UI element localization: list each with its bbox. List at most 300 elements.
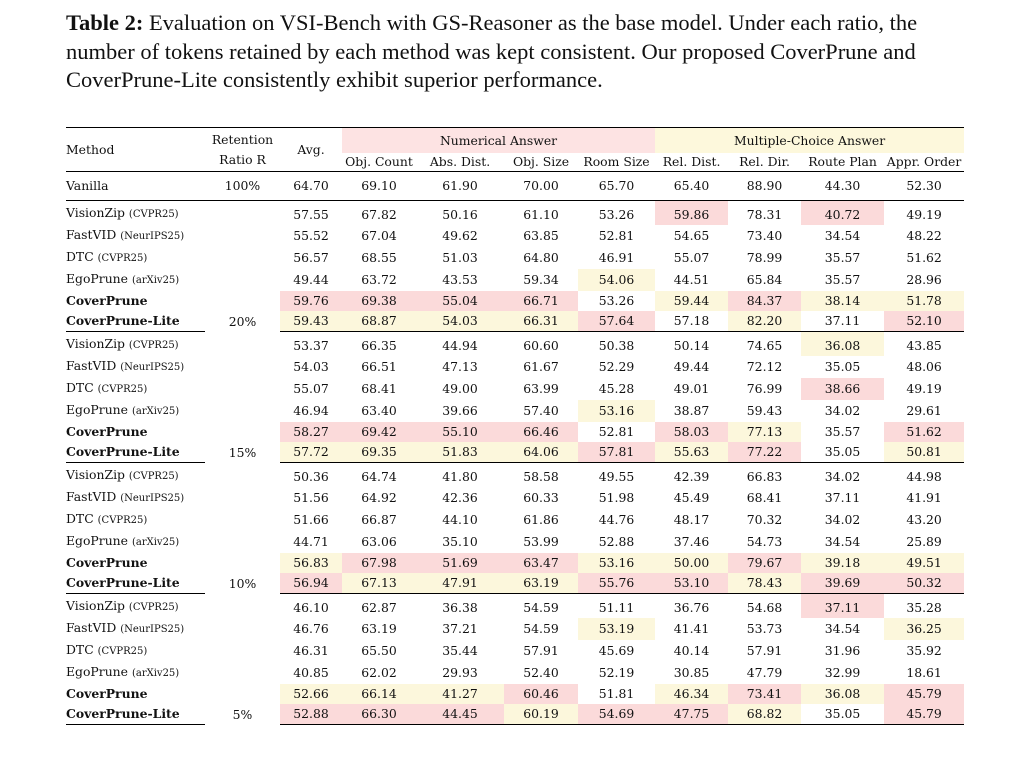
- value-cell-route-plan: 35.05: [801, 442, 884, 463]
- value-cell-appr-order: 50.81: [884, 442, 964, 463]
- value-cell-route-plan: 39.69: [801, 573, 884, 594]
- method-venue: (CVPR25): [97, 515, 148, 526]
- results-table: [66, 127, 964, 725]
- value-cell-route-plan: 35.05: [824, 359, 861, 374]
- method-cell: [66, 225, 205, 247]
- value-cell-rel-dir: 78.99: [746, 250, 783, 265]
- value-cell-route-plan: 37.11: [801, 311, 884, 332]
- value-cell-obj-count: 68.87: [342, 311, 416, 332]
- value-cell-rel-dist: 59.86: [655, 201, 728, 226]
- value-cell-abs-dist: 50.16: [442, 207, 478, 222]
- value-cell-rel-dir: 74.65: [746, 338, 783, 353]
- value-cell-rel-dir: 66.83: [746, 469, 783, 484]
- value-cell-obj-count: 65.50: [361, 643, 397, 658]
- method-name: DTC: [66, 642, 94, 657]
- value-cell-obj-count: 67.98: [342, 553, 416, 573]
- value-cell-obj-count: 62.87: [361, 600, 397, 615]
- value-cell-room-size: 51.81: [598, 686, 635, 701]
- value-cell-rel-dir: 78.31: [746, 207, 783, 222]
- value-cell-rel-dist: 57.18: [655, 311, 728, 332]
- value-cell-route-plan: 35.57: [824, 424, 861, 439]
- value-cell-room-size: 52.19: [598, 665, 635, 680]
- value-cell-room-size: 46.91: [598, 250, 635, 265]
- value-cell-abs-dist: 47.91: [416, 573, 504, 594]
- method-venue: (CVPR25): [128, 471, 179, 482]
- value-cell-abs-dist: 41.80: [442, 469, 478, 484]
- method-cell: [66, 618, 205, 640]
- value-cell-room-size: 53.26: [598, 207, 635, 222]
- value-cell-avg: 46.31: [293, 643, 329, 658]
- method-name: EgoPrune: [66, 271, 128, 286]
- method-cell: [66, 463, 205, 488]
- method-cell: [66, 684, 205, 704]
- value-cell-rel-dir: 59.43: [746, 403, 783, 418]
- method-venue: (NeurIPS25): [120, 231, 185, 242]
- value-cell-rel-dist: 41.41: [673, 621, 710, 636]
- table-row: [66, 704, 964, 725]
- value-cell-obj-size: 61.10: [523, 207, 559, 222]
- method-venue: (CVPR25): [128, 602, 179, 613]
- method-cell: [66, 531, 205, 553]
- value-cell-abs-dist: 55.10: [416, 422, 504, 442]
- table-row: [66, 311, 964, 332]
- value-cell-rel-dist: 50.00: [655, 553, 728, 573]
- value-cell-avg: 51.56: [293, 490, 329, 505]
- value-cell-abs-dist: 39.66: [442, 403, 478, 418]
- value-cell-rel-dist: 46.34: [655, 684, 728, 704]
- value-cell-room-size: 53.26: [598, 293, 635, 308]
- value-cell-obj-count: 67.04: [361, 228, 397, 243]
- method-venue: (CVPR25): [97, 646, 148, 657]
- value-cell-rel-dir: 76.99: [746, 381, 783, 396]
- method-cell: [66, 594, 205, 619]
- value-cell-avg: 52.66: [280, 684, 342, 704]
- value-cell-appr-order: 41.91: [906, 490, 942, 505]
- header-col-obj-count: Obj. Count: [345, 154, 413, 169]
- value-cell-rel-dist: 53.10: [655, 573, 728, 594]
- value-cell-obj-size: 60.19: [504, 704, 578, 725]
- value-cell-appr-order: 51.62: [906, 250, 942, 265]
- value-cell-room-size: 45.69: [598, 643, 635, 658]
- caption-text: Evaluation on VSI-Bench with GS-Reasoner as the base model. Under each ratio, the number of tokens retained by each method was kept consistent. Our proposed CoverPrune and CoverPrune-Lite consistently exhibit superior performance.: [66, 10, 918, 92]
- value-cell-room-size: 52.81: [598, 228, 635, 243]
- value-cell-obj-count: 69.42: [342, 422, 416, 442]
- value-cell-appr-order: 52.10: [884, 311, 964, 332]
- value-cell-avg: 59.43: [280, 311, 342, 332]
- value-cell-room-size: 50.38: [598, 338, 635, 353]
- method-cell: [66, 291, 205, 311]
- retention-ratio-cell: 15%: [228, 444, 257, 460]
- method-venue: (arXiv25): [131, 275, 180, 286]
- value-cell-avg: 52.88: [280, 704, 342, 725]
- value-cell-route-plan: 40.72: [801, 201, 884, 226]
- value-cell-avg: 56.57: [293, 250, 329, 265]
- value-cell-obj-size: 57.91: [523, 643, 559, 658]
- value-cell-route-plan: 32.99: [824, 665, 861, 680]
- method-cell: [66, 356, 205, 378]
- method-name: CoverPrune: [66, 555, 148, 570]
- value-cell-obj-size: 53.99: [523, 534, 559, 549]
- method-venue: (CVPR25): [128, 209, 179, 220]
- header-col-rel-dir: Rel. Dir.: [739, 154, 790, 169]
- value-cell-rel-dist: 59.44: [655, 291, 728, 311]
- value-cell-abs-dist: 29.93: [442, 665, 478, 680]
- value-cell-rel-dir: 68.41: [746, 490, 783, 505]
- value-cell-route-plan: 34.54: [824, 228, 861, 243]
- table-row: [66, 553, 964, 573]
- method-name: DTC: [66, 511, 94, 526]
- method-name: CoverPrune-Lite: [66, 706, 180, 721]
- value-cell-room-size: 53.16: [578, 553, 655, 573]
- header-retention-ratio-text: Ratio R: [219, 151, 266, 167]
- value-cell-rel-dir: 54.73: [746, 534, 783, 549]
- table-row: [66, 400, 964, 422]
- value-cell-obj-count: 68.55: [361, 250, 397, 265]
- value-cell-avg: 40.85: [293, 665, 329, 680]
- value-cell-room-size: 52.29: [598, 359, 635, 374]
- value-cell-route-plan: 34.54: [824, 621, 861, 636]
- table-row: [66, 662, 964, 684]
- vanilla-appr-order: 52.30: [906, 178, 942, 193]
- method-cell: [66, 201, 205, 226]
- method-venue: (arXiv25): [131, 537, 180, 548]
- vanilla-obj-size: 70.00: [523, 178, 559, 193]
- method-name: CoverPrune: [66, 686, 148, 701]
- value-cell-room-size: 45.28: [598, 381, 635, 396]
- vanilla-ratio: 100%: [224, 178, 261, 193]
- value-cell-avg: 59.76: [280, 291, 342, 311]
- value-cell-obj-size: 60.33: [523, 490, 559, 505]
- value-cell-avg: 58.27: [280, 422, 342, 442]
- value-cell-route-plan: 34.54: [824, 534, 861, 549]
- method-name: CoverPrune: [66, 293, 148, 308]
- table-row: [66, 594, 964, 619]
- value-cell-obj-size: 61.67: [523, 359, 559, 374]
- value-cell-obj-size: 63.19: [504, 573, 578, 594]
- table-row: [66, 531, 964, 553]
- table-row: [66, 618, 964, 640]
- value-cell-obj-size: 52.40: [523, 665, 559, 680]
- value-cell-rel-dist: 44.51: [673, 272, 710, 287]
- value-cell-avg: 53.37: [293, 338, 329, 353]
- value-cell-obj-size: 60.60: [523, 338, 559, 353]
- table-row: [66, 422, 964, 442]
- method-name: VisionZip: [66, 336, 125, 351]
- value-cell-rel-dir: 78.43: [728, 573, 801, 594]
- value-cell-obj-count: 62.02: [361, 665, 397, 680]
- method-venue: (NeurIPS25): [120, 624, 185, 635]
- method-venue: (CVPR25): [97, 384, 148, 395]
- table-row: [66, 247, 964, 269]
- value-cell-abs-dist: 55.04: [416, 291, 504, 311]
- header-avg: Avg.: [297, 141, 325, 157]
- header-col-rel-dist: Rel. Dist.: [662, 154, 721, 169]
- value-cell-avg: 57.72: [280, 442, 342, 463]
- value-cell-rel-dist: 55.07: [673, 250, 710, 265]
- header-retention-line2: [205, 150, 280, 170]
- vanilla-rel-dist: 65.40: [673, 178, 710, 193]
- value-cell-route-plan: 34.02: [824, 469, 861, 484]
- value-cell-abs-dist: 51.83: [416, 442, 504, 463]
- value-cell-route-plan: 37.11: [801, 594, 884, 619]
- value-cell-route-plan: 36.08: [801, 332, 884, 357]
- method-cell: [66, 704, 205, 725]
- value-cell-obj-size: 57.40: [523, 403, 559, 418]
- value-cell-obj-count: 69.35: [342, 442, 416, 463]
- value-cell-appr-order: 36.25: [884, 618, 964, 640]
- value-cell-obj-count: 63.19: [361, 621, 397, 636]
- table-row: [66, 332, 964, 357]
- value-cell-obj-size: 54.59: [523, 600, 559, 615]
- header-group-multiple-choice: Multiple-Choice Answer: [655, 128, 964, 154]
- value-cell-abs-dist: 44.45: [416, 704, 504, 725]
- header-row-groups: [66, 128, 964, 154]
- method-cell: [66, 553, 205, 573]
- value-cell-obj-size: 63.99: [523, 381, 559, 396]
- value-cell-appr-order: 43.20: [906, 512, 942, 527]
- value-cell-obj-count: 67.13: [342, 573, 416, 594]
- value-cell-rel-dir: 72.12: [746, 359, 783, 374]
- value-cell-rel-dir: 77.22: [728, 442, 801, 463]
- method-name: CoverPrune-Lite: [66, 575, 180, 590]
- ratio-group: [66, 594, 964, 725]
- value-cell-route-plan: 36.08: [801, 684, 884, 704]
- vanilla-abs-dist: 61.90: [442, 178, 478, 193]
- method-name: FastVID: [66, 489, 117, 504]
- method-name: VisionZip: [66, 205, 125, 220]
- header-retention-line1: Retention: [211, 131, 274, 147]
- method-venue: (NeurIPS25): [120, 493, 185, 504]
- ratio-group: [66, 332, 964, 463]
- retention-ratio-cell: 5%: [232, 706, 253, 722]
- retention-ratio-cell: 20%: [228, 313, 257, 329]
- header-col-obj-size: Obj. Size: [512, 154, 570, 169]
- value-cell-route-plan: 35.57: [824, 250, 861, 265]
- value-cell-obj-count: 69.38: [342, 291, 416, 311]
- table-row: [66, 378, 964, 400]
- value-cell-obj-size: 59.34: [523, 272, 559, 287]
- method-cell: [66, 442, 205, 463]
- value-cell-abs-dist: 47.13: [442, 359, 478, 374]
- value-cell-rel-dist: 45.49: [673, 490, 710, 505]
- value-cell-obj-count: 63.40: [361, 403, 397, 418]
- value-cell-rel-dist: 38.87: [673, 403, 710, 418]
- value-cell-rel-dist: 37.46: [673, 534, 710, 549]
- value-cell-abs-dist: 51.69: [416, 553, 504, 573]
- value-cell-avg: 50.36: [293, 469, 329, 484]
- value-cell-obj-count: 63.72: [361, 272, 397, 287]
- value-cell-abs-dist: 35.10: [442, 534, 478, 549]
- value-cell-avg: 54.03: [293, 359, 329, 374]
- value-cell-appr-order: 51.62: [884, 422, 964, 442]
- value-cell-rel-dist: 48.17: [673, 512, 710, 527]
- vanilla-room-size: 65.70: [598, 178, 635, 193]
- caption-label: Table 2:: [66, 10, 144, 35]
- value-cell-room-size: 51.98: [598, 490, 635, 505]
- method-name: EgoPrune: [66, 402, 128, 417]
- table-row: [66, 225, 964, 247]
- method-name: EgoPrune: [66, 533, 128, 548]
- header-retention: [205, 128, 280, 172]
- value-cell-rel-dir: 53.73: [746, 621, 783, 636]
- method-name: EgoPrune: [66, 664, 128, 679]
- value-cell-rel-dir: 82.20: [728, 311, 801, 332]
- table-row: [66, 487, 964, 509]
- value-cell-abs-dist: 42.36: [442, 490, 478, 505]
- value-cell-rel-dist: 36.76: [673, 600, 710, 615]
- value-cell-route-plan: 34.02: [824, 512, 861, 527]
- value-cell-obj-size: 64.06: [504, 442, 578, 463]
- value-cell-avg: 46.94: [293, 403, 329, 418]
- value-cell-appr-order: 45.79: [884, 704, 964, 725]
- value-cell-appr-order: 48.06: [906, 359, 942, 374]
- value-cell-route-plan: 37.11: [824, 490, 861, 505]
- value-cell-abs-dist: 36.38: [442, 600, 478, 615]
- value-cell-obj-size: 66.71: [504, 291, 578, 311]
- value-cell-appr-order: 28.96: [906, 272, 942, 287]
- value-cell-room-size: 54.69: [578, 704, 655, 725]
- value-cell-appr-order: 51.78: [884, 291, 964, 311]
- method-venue: (NeurIPS25): [120, 362, 185, 373]
- method-cell: [66, 247, 205, 269]
- value-cell-avg: 46.76: [293, 621, 329, 636]
- vanilla-method: Vanilla: [66, 178, 109, 193]
- value-cell-abs-dist: 43.53: [442, 272, 478, 287]
- value-cell-obj-size: 64.80: [523, 250, 559, 265]
- value-cell-obj-count: 66.30: [342, 704, 416, 725]
- ratio-group: [66, 201, 964, 332]
- value-cell-obj-count: 67.82: [361, 207, 397, 222]
- value-cell-obj-count: 66.87: [361, 512, 397, 527]
- method-name: CoverPrune-Lite: [66, 313, 180, 328]
- value-cell-room-size: 51.11: [598, 600, 635, 615]
- value-cell-room-size: 53.19: [578, 618, 655, 640]
- value-cell-rel-dir: 79.67: [728, 553, 801, 573]
- method-cell: [66, 400, 205, 422]
- value-cell-appr-order: 25.89: [906, 534, 942, 549]
- value-cell-obj-size: 66.31: [504, 311, 578, 332]
- method-cell: [66, 311, 205, 332]
- value-cell-rel-dist: 49.44: [673, 359, 710, 374]
- value-cell-rel-dist: 42.39: [673, 469, 710, 484]
- value-cell-appr-order: 18.61: [906, 665, 942, 680]
- value-cell-abs-dist: 49.62: [442, 228, 478, 243]
- value-cell-appr-order: 35.92: [906, 643, 942, 658]
- vanilla-route-plan: 44.30: [824, 178, 861, 193]
- value-cell-route-plan: 39.18: [801, 553, 884, 573]
- value-cell-rel-dir: 68.82: [728, 704, 801, 725]
- value-cell-avg: 46.10: [293, 600, 329, 615]
- value-cell-rel-dist: 40.14: [673, 643, 710, 658]
- value-cell-abs-dist: 41.27: [416, 684, 504, 704]
- value-cell-room-size: 44.76: [598, 512, 635, 527]
- value-cell-rel-dir: 70.32: [746, 512, 783, 527]
- value-cell-obj-size: 60.46: [504, 684, 578, 704]
- method-venue: (CVPR25): [97, 253, 148, 264]
- value-cell-avg: 51.66: [293, 512, 329, 527]
- table-row: [66, 269, 964, 291]
- value-cell-obj-size: 61.86: [523, 512, 559, 527]
- value-cell-avg: 57.55: [293, 207, 329, 222]
- value-cell-obj-count: 64.92: [361, 490, 397, 505]
- value-cell-appr-order: 45.79: [884, 684, 964, 704]
- header-col-room-size: Room Size: [583, 154, 650, 169]
- method-name: CoverPrune-Lite: [66, 444, 180, 459]
- header-method: Method: [66, 141, 115, 157]
- value-cell-route-plan: 38.14: [801, 291, 884, 311]
- table-header: [66, 128, 964, 201]
- table-row: [66, 463, 964, 488]
- method-name: FastVID: [66, 227, 117, 242]
- vanilla-avg: 64.70: [293, 178, 329, 193]
- value-cell-abs-dist: 35.44: [442, 643, 478, 658]
- value-cell-obj-count: 68.41: [361, 381, 397, 396]
- value-cell-rel-dir: 73.40: [746, 228, 783, 243]
- value-cell-rel-dir: 47.79: [746, 665, 783, 680]
- value-cell-appr-order: 49.19: [906, 207, 942, 222]
- ratio-group: [66, 463, 964, 594]
- method-venue: (CVPR25): [128, 340, 179, 351]
- method-cell: [66, 269, 205, 291]
- value-cell-avg: 56.83: [280, 553, 342, 573]
- table-row: [66, 291, 964, 311]
- value-cell-rel-dir: 84.37: [728, 291, 801, 311]
- value-cell-appr-order: 44.98: [906, 469, 942, 484]
- header-col-appr-order: Appr. Order: [886, 154, 962, 169]
- value-cell-obj-count: 66.35: [361, 338, 397, 353]
- value-cell-obj-size: 54.59: [523, 621, 559, 636]
- value-cell-rel-dist: 58.03: [655, 422, 728, 442]
- value-cell-abs-dist: 37.21: [442, 621, 478, 636]
- value-cell-appr-order: 29.61: [906, 403, 942, 418]
- value-cell-route-plan: 35.05: [801, 704, 884, 725]
- value-cell-appr-order: 43.85: [906, 338, 942, 353]
- value-cell-route-plan: 31.96: [824, 643, 861, 658]
- value-cell-room-size: 52.88: [598, 534, 635, 549]
- method-name: FastVID: [66, 358, 117, 373]
- value-cell-obj-size: 63.47: [504, 553, 578, 573]
- method-name: VisionZip: [66, 598, 125, 613]
- value-cell-avg: 44.71: [293, 534, 329, 549]
- value-cell-room-size: 52.81: [598, 424, 635, 439]
- value-cell-rel-dist: 47.75: [655, 704, 728, 725]
- method-name: VisionZip: [66, 467, 125, 482]
- value-cell-rel-dist: 50.14: [673, 338, 710, 353]
- value-cell-rel-dist: 54.65: [673, 228, 710, 243]
- table-row: [66, 201, 964, 226]
- value-cell-appr-order: 49.19: [906, 381, 942, 396]
- table-caption: [66, 9, 966, 95]
- value-cell-room-size: 57.64: [578, 311, 655, 332]
- method-cell: [66, 662, 205, 684]
- method-name: DTC: [66, 380, 94, 395]
- value-cell-room-size: 57.81: [578, 442, 655, 463]
- method-cell: [66, 378, 205, 400]
- retention-ratio-cell: 10%: [228, 575, 257, 591]
- value-cell-room-size: 55.76: [578, 573, 655, 594]
- value-cell-abs-dist: 54.03: [416, 311, 504, 332]
- header-col-abs-dist: Abs. Dist.: [429, 154, 491, 169]
- value-cell-rel-dir: 57.91: [746, 643, 783, 658]
- value-cell-rel-dist: 49.01: [673, 381, 710, 396]
- value-cell-obj-size: 58.58: [523, 469, 559, 484]
- method-name: FastVID: [66, 620, 117, 635]
- table-row: [66, 684, 964, 704]
- method-cell: [66, 422, 205, 442]
- value-cell-rel-dir: 65.84: [746, 272, 783, 287]
- value-cell-rel-dist: 55.63: [655, 442, 728, 463]
- method-cell: [66, 640, 205, 662]
